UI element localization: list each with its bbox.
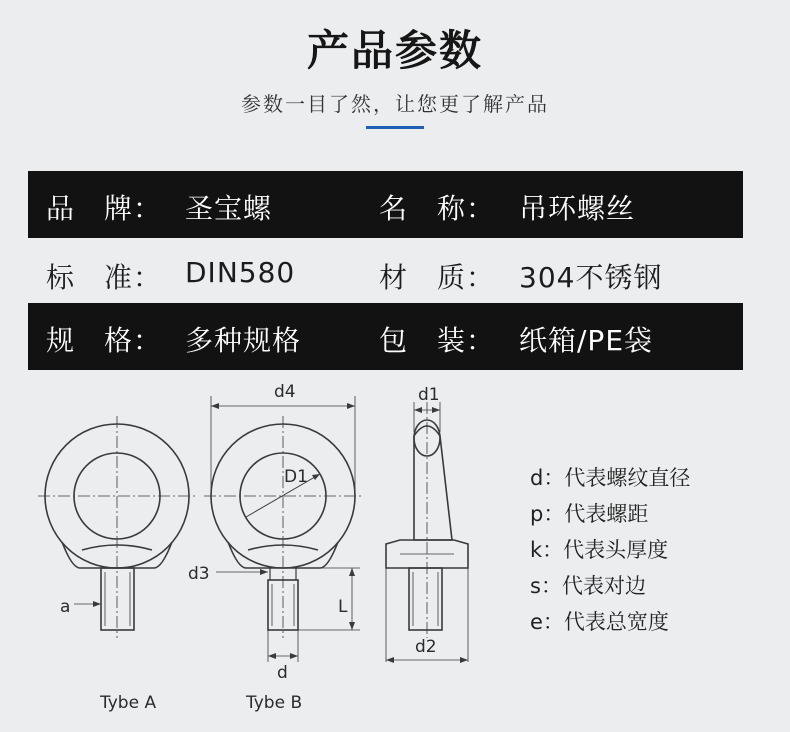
page-title: 产品参数 (306, 26, 483, 75)
legend-item-d: d：代表螺纹直径 (530, 466, 691, 490)
spec-label-size: 规 格： (46, 324, 163, 357)
label-type-a: Tybe A (100, 693, 157, 713)
dimension-legend (530, 460, 690, 640)
label-D1: D1 (284, 467, 308, 487)
spec-label-material: 材 质： (379, 261, 496, 294)
type-b-drawing (204, 396, 362, 662)
spec-row-3 (28, 303, 743, 370)
spec-label-brand: 品 牌： (46, 192, 163, 225)
spec-value-material: 304不锈钢 (519, 261, 663, 294)
spec-label-package: 包 装： (379, 324, 496, 357)
page-subtitle: 参数一目了然，让您更了解产品 (241, 92, 549, 116)
legend-item-s: s：代表对边 (530, 574, 646, 598)
label-d2: d2 (415, 637, 437, 657)
legend-item-k: k：代表头厚度 (530, 538, 669, 562)
label-a: a (60, 597, 71, 617)
label-type-b: Tybe B (246, 693, 303, 713)
accent-underline (366, 126, 424, 129)
spec-label-name: 名 称： (379, 192, 496, 225)
label-d4: d4 (274, 382, 296, 402)
spec-value-standard: DIN580 (185, 256, 296, 289)
spec-label-standard: 标 准： (46, 261, 163, 294)
side-view-drawing (386, 402, 468, 662)
spec-row-1 (28, 171, 743, 238)
label-d: d (277, 663, 288, 683)
spec-value-brand: 圣宝螺 (185, 192, 273, 225)
label-d3: d3 (188, 564, 210, 584)
spec-value-package: 纸箱/PE袋 (519, 324, 654, 357)
label-d1-side: d1 (418, 385, 440, 405)
spec-value-name: 吊环螺丝 (519, 192, 636, 225)
legend-item-e: e：代表总宽度 (530, 610, 669, 634)
legend-item-p: p：代表螺距 (530, 502, 649, 526)
spec-row-2 (28, 240, 743, 307)
label-L: L (338, 597, 348, 617)
eye-bolt-technical-drawing (0, 372, 500, 732)
spec-value-size: 多种规格 (185, 324, 302, 357)
